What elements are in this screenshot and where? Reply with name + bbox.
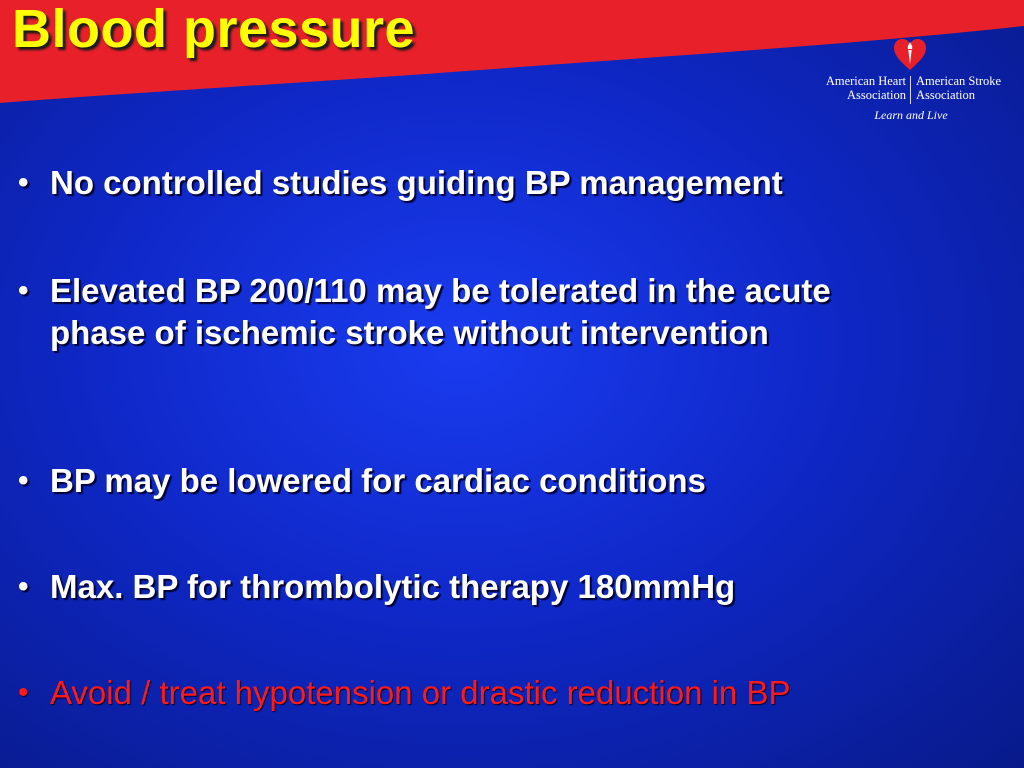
bullet-text: No controlled studies guiding BP management bbox=[50, 164, 783, 201]
bullet-item-highlight bbox=[18, 672, 790, 714]
bullet-text: BP may be lowered for cardiac conditions bbox=[50, 462, 706, 499]
bullet-item bbox=[18, 162, 783, 204]
bullet-marker: • bbox=[18, 166, 29, 199]
bullet-marker: • bbox=[18, 676, 29, 709]
bullet-item bbox=[18, 566, 735, 608]
bullet-marker: • bbox=[18, 464, 29, 497]
logo-divider bbox=[910, 76, 911, 104]
bullet-item bbox=[18, 270, 930, 354]
bullet-marker: • bbox=[18, 570, 29, 603]
logo-tagline: Learn and Live bbox=[874, 108, 948, 122]
heart-torch-icon bbox=[892, 36, 928, 72]
aha-asa-logo bbox=[808, 36, 1014, 128]
bullet-marker: • bbox=[18, 274, 29, 307]
slide-title: Blood pressure bbox=[12, 0, 416, 59]
bullet-text: Avoid / treat hypotension or drastic reduction in BP bbox=[50, 674, 791, 711]
bullet-item bbox=[18, 460, 706, 502]
bullet-text: Elevated BP 200/110 may be tolerated in the acute phase of ischemic stroke without intervention bbox=[50, 272, 831, 351]
bullet-text: Max. BP for thrombolytic therapy 180mmHg bbox=[50, 568, 736, 605]
aha-name: American Heart Association bbox=[825, 74, 906, 102]
asa-name: American Stroke Association bbox=[916, 74, 1002, 102]
